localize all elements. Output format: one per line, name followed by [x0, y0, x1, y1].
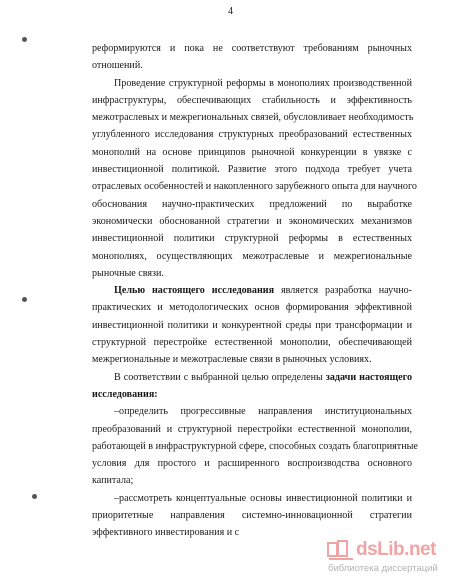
watermark-title: dsLib.net: [356, 539, 436, 560]
watermark-subtitle: библиотека диссертаций: [328, 563, 438, 574]
text-line: инвестиционной политикой. Развитие этого подхода требует учета: [92, 164, 412, 176]
binding-hole-middle: [22, 297, 27, 302]
text-line: приоритетные направления системно-инновационной стратегии: [92, 510, 412, 522]
text-line: монополий на основе принципов рыночной конкуренции в увязке с: [92, 146, 412, 158]
binding-hole-top: [22, 37, 27, 42]
text-line: обоснования научно-практических предложений по выработке: [92, 198, 412, 210]
text-line: эффективного инвестирования и с: [92, 527, 240, 539]
binding-hole-bottom: [32, 494, 37, 499]
text-line: капитала;: [92, 475, 134, 487]
body-text: [92, 40, 418, 542]
text-line: отраслевых особенностей и накопленного зарубежного опыта для научного: [92, 181, 417, 193]
dslib-logo-icon: [326, 539, 356, 561]
page-number: 4: [228, 6, 233, 17]
text-line: –рассмотреть концептуальные основы инвестиционной политики и: [114, 492, 412, 504]
text-line: инвестиционной политики структурной реформы в естественных: [92, 233, 412, 245]
text-line: –определить прогрессивные направления институциональных: [114, 406, 412, 418]
text-line: межотраслевых и межрегиональных связей, обусловливает необходимость: [92, 112, 414, 124]
text-line-purpose: Целью настоящего исследования является разработка научно-: [114, 285, 412, 297]
text-line: практических и методологических основ формирования эффективной: [92, 302, 412, 314]
text-line: условия для простого и расширенного воспроизводства основного: [92, 458, 412, 470]
watermark: [326, 539, 442, 577]
text-line: структурной перестройке естественной монополии, обеспечивающей: [92, 337, 412, 349]
text-line-tasks-cont: исследования:: [92, 388, 158, 400]
text-line: преобразований и структурной перестройки естественной монополии,: [92, 423, 412, 435]
text-line: углубленного исследования структурных преобразований естественных: [92, 129, 412, 141]
text-line: реформируются и пока не соответствуют требованиям рыночных: [92, 43, 412, 54]
text-line-tasks: В соответствии с выбранной целью определены задачи настоящего: [114, 371, 412, 383]
text-line: рыночные связи.: [92, 267, 164, 279]
text-line: инфраструктуры, обеспечивающих стабильность и эффективность: [92, 94, 412, 106]
text-line: монополиях, осуществляющих межотраслевые и межрегиональные: [92, 250, 412, 262]
text-line: инвестиционной политики и конкурентной среды при трансформации и: [92, 319, 412, 331]
text-line: межрегиональные и межотраслевые связи в рыночных условиях.: [92, 354, 372, 366]
text-line: работающей в инфраструктурной сфере, способных создать благоприятные: [92, 440, 418, 452]
text-line: экономически обоснованной стратегии и экономических механизмов: [92, 215, 412, 227]
text-line: отношений.: [92, 60, 143, 72]
text-line: Проведение структурной реформы в монополиях производственной: [114, 77, 412, 89]
